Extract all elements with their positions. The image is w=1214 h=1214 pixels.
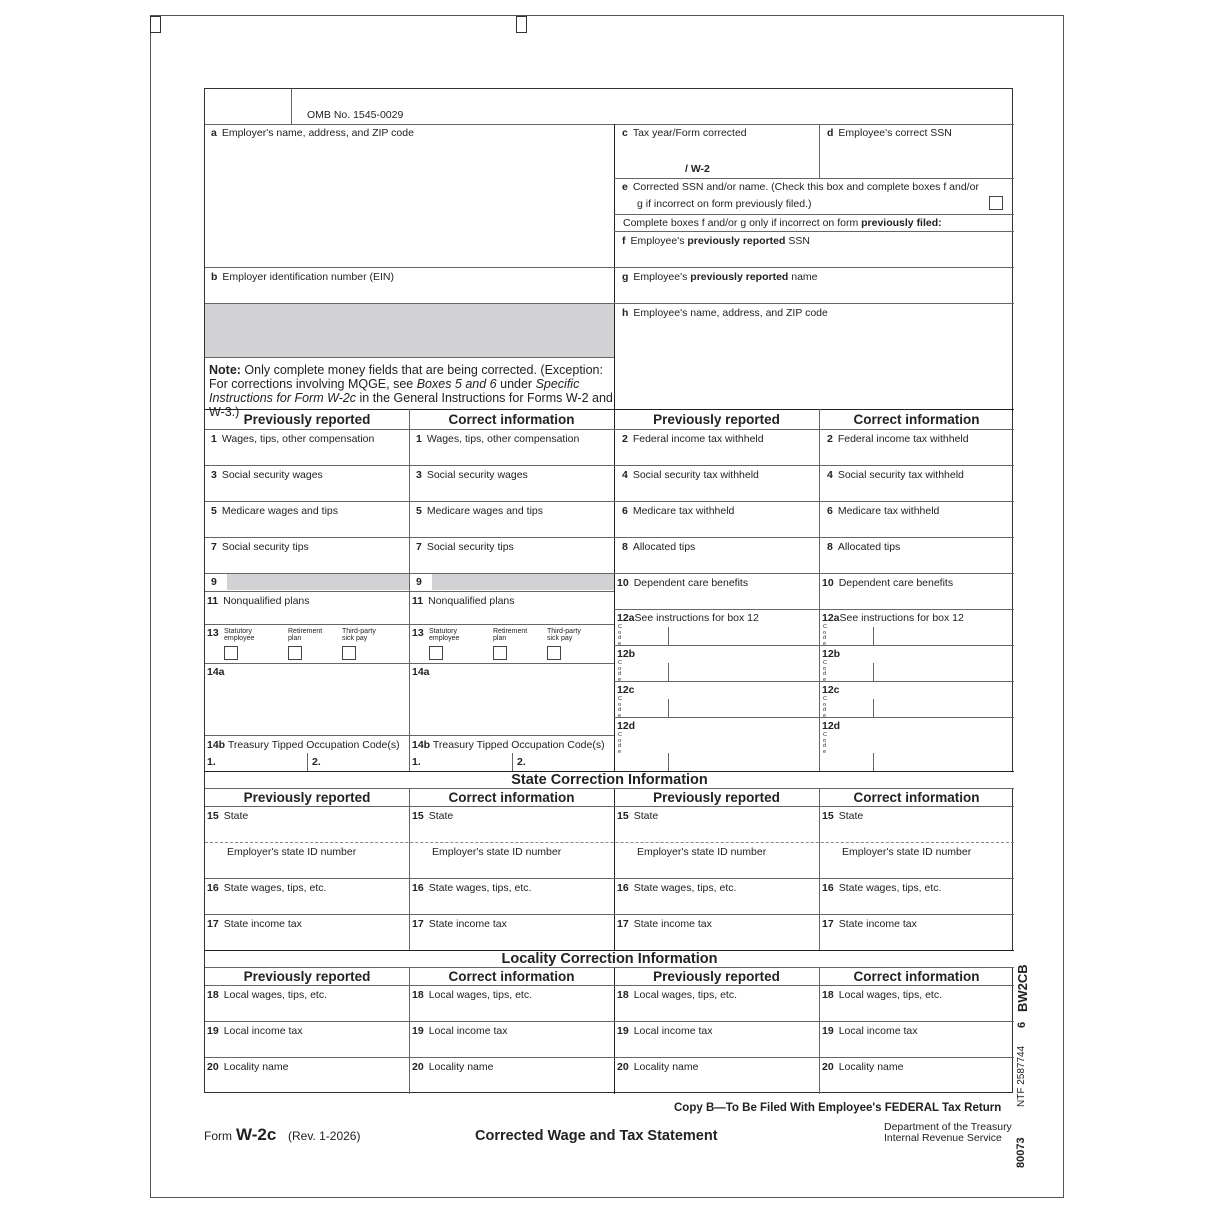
box-18-prev-2: 18 Local wages, tips, etc. — [617, 989, 737, 1001]
code-12a-correct: Code — [823, 624, 827, 647]
box-2-prev: 2 Federal income tax withheld — [622, 433, 764, 445]
note-text: Note: Only complete money fields that are being corrected. (Exception: For corrections involving MQGE, see Boxes 5 and 6 under Specific Instructions for Form W-2c in the General Instructions for Forms W-2 and W-3.) — [209, 363, 613, 419]
state-id-correct-1: Employer's state ID number — [432, 846, 562, 858]
thirdparty-checkbox-prev[interactable] — [342, 646, 356, 660]
box-e-label-2: g if incorrect on form previously filed.) — [637, 198, 812, 210]
box-19-correct-1: 19 Local income tax — [412, 1025, 508, 1037]
state-id-correct-2: Employer's state ID number — [842, 846, 972, 858]
box-15-prev-2: 15 State — [617, 810, 659, 822]
box-20-correct-1: 20 Locality name — [412, 1061, 494, 1073]
state-section-title: State Correction Information — [205, 772, 1014, 788]
omb-number: OMB No. 1545-0029 — [307, 109, 404, 121]
box-14b-prev: 14b Treasury Tipped Occupation Code(s) — [207, 739, 400, 751]
box-19-correct-2: 19 Local income tax — [822, 1025, 918, 1037]
box-15-correct-1: 15 State — [412, 810, 454, 822]
previous-ssn-field[interactable] — [615, 245, 1014, 267]
code-12b-prev: Code — [618, 660, 622, 683]
retirement-label-prev: Retirement plan — [288, 628, 323, 642]
box-19-prev-1: 19 Local income tax — [207, 1025, 303, 1037]
box-17-correct-2: 17 State income tax — [822, 918, 917, 930]
box-16-correct-1: 16 State wages, tips, etc. — [412, 882, 532, 894]
box-12a-correct: 12aSee instructions for box 12 — [822, 612, 964, 624]
box-1-prev: 1 Wages, tips, other compensation — [211, 433, 375, 445]
state-header-prev-1: Previously reported — [243, 790, 371, 805]
box-8-prev: 8 Allocated tips — [622, 541, 696, 553]
box-5-correct: 5 Medicare wages and tips — [416, 505, 543, 517]
locality-header-correct-2: Correct information — [853, 969, 980, 984]
form-word: Form — [204, 1129, 232, 1143]
box-12b-correct: 12b — [822, 648, 841, 660]
box-d-label: d Employee's correct SSN — [827, 127, 952, 139]
correct-ssn-field[interactable] — [820, 137, 1014, 177]
state-id-prev-1: Employer's state ID number — [227, 846, 357, 858]
box-9-correct: 9 — [416, 576, 422, 588]
state-header-correct-1: Correct information — [448, 790, 575, 805]
box-3-prev: 3 Social security wages — [211, 469, 323, 481]
box-15-correct-2: 15 State — [822, 810, 864, 822]
box-4-prev: 4 Social security tax withheld — [622, 469, 759, 481]
box-13-prev: 13 — [207, 627, 219, 639]
box-12b-prev: 12b — [617, 648, 636, 660]
box-7-prev: 7 Social security tips — [211, 541, 309, 553]
employer-ein-field[interactable] — [205, 281, 614, 303]
employer-name-field[interactable] — [205, 137, 614, 267]
header-correct-2: Correct information — [853, 412, 980, 427]
form-corrected-w2: / W-2 — [685, 163, 710, 175]
employee-address-field[interactable] — [615, 317, 1014, 409]
corrected-ssn-checkbox[interactable] — [989, 196, 1003, 210]
thirdparty-label-prev: Third-party sick pay — [342, 628, 376, 642]
box-20-prev-2: 20 Locality name — [617, 1061, 699, 1073]
box-17-prev-1: 17 State income tax — [207, 918, 302, 930]
locality-header-prev-1: Previously reported — [243, 969, 371, 984]
box-11-correct: 11 Nonqualified plans — [412, 595, 515, 607]
box-14b-two-prev: 2. — [312, 756, 321, 768]
box-9-prev: 9 — [211, 576, 217, 588]
state-header-correct-2: Correct information — [853, 790, 980, 805]
statutory-checkbox-prev[interactable] — [224, 646, 238, 660]
box-c-label: c Tax year/Form corrected — [622, 127, 747, 139]
department-line-1: Department of the Treasury — [884, 1121, 1012, 1133]
box-10-prev: 10 Dependent care benefits — [617, 577, 749, 589]
form-revision: (Rev. 1-2026) — [288, 1129, 361, 1143]
box-18-correct-1: 18 Local wages, tips, etc. — [412, 989, 532, 1001]
ntf-number: NTF 2587744 — [1016, 1045, 1027, 1107]
department-line-2: Internal Revenue Service — [884, 1132, 1002, 1144]
box-12d-prev: 12d — [617, 720, 636, 732]
box-12a-prev: 12aSee instructions for box 12 — [617, 612, 759, 624]
state-header-prev-2: Previously reported — [653, 790, 780, 805]
box-10-correct: 10 Dependent care benefits — [822, 577, 954, 589]
box-17-prev-2: 17 State income tax — [617, 918, 712, 930]
box-16-prev-2: 16 State wages, tips, etc. — [617, 882, 737, 894]
box-9-shade-prev — [227, 574, 409, 590]
box-14b-two-correct: 2. — [517, 756, 526, 768]
box-12c-correct: 12c — [822, 684, 840, 696]
copy-b-label: Copy B—To Be Filed With Employee's FEDERAL Tax Return — [674, 1102, 1002, 1114]
box-18-correct-2: 18 Local wages, tips, etc. — [822, 989, 942, 1001]
box-17-correct-1: 17 State income tax — [412, 918, 507, 930]
locality-header-prev-2: Previously reported — [653, 969, 780, 984]
code-12c-prev: Code — [618, 696, 622, 719]
shaded-area — [205, 304, 614, 357]
code-12d-correct: Code — [823, 732, 827, 755]
statutory-label-prev: Statutory employee — [224, 628, 255, 642]
code-12a-prev: Code — [618, 624, 622, 647]
retirement-checkbox-correct[interactable] — [493, 646, 507, 660]
statutory-label-correct: Statutory employee — [429, 628, 460, 642]
box-3-correct: 3 Social security wages — [416, 469, 528, 481]
box-8-correct: 8 Allocated tips — [827, 541, 901, 553]
header-prev-1: Previously reported — [243, 412, 371, 427]
w2c-form — [204, 88, 1013, 1093]
form-code-bw2cb: BW2CB — [1015, 964, 1030, 1012]
box-5-prev: 5 Medicare wages and tips — [211, 505, 338, 517]
box-12d-correct: 12d — [822, 720, 841, 732]
complete-fg-note: Complete boxes f and/or g only if incorrect on form previously filed: — [623, 217, 942, 229]
box-h-label: h Employee's name, address, and ZIP code — [622, 307, 828, 319]
box-9-shade-correct — [432, 574, 614, 590]
box-6-correct: 6 Medicare tax withheld — [827, 505, 940, 517]
box-12c-prev: 12c — [617, 684, 635, 696]
box-13-correct: 13 — [412, 627, 424, 639]
registration-mark-center — [516, 16, 527, 33]
locality-section-title: Locality Correction Information — [205, 951, 1014, 967]
box-16-prev-1: 16 State wages, tips, etc. — [207, 882, 327, 894]
tax-year-field[interactable] — [615, 137, 819, 177]
box-e-label: e Corrected SSN and/or name. (Check this box and complete boxes f and/or — [622, 181, 979, 193]
header-prev-2: Previously reported — [653, 412, 780, 427]
box-14a-prev: 14a — [207, 666, 225, 678]
side-number-6: 6 — [1016, 1021, 1028, 1028]
form-title: Corrected Wage and Tax Statement — [475, 1128, 718, 1144]
box-16-correct-2: 16 State wages, tips, etc. — [822, 882, 942, 894]
box-15-prev-1: 15 State — [207, 810, 249, 822]
box-7-correct: 7 Social security tips — [416, 541, 514, 553]
box-14b-correct: 14b Treasury Tipped Occupation Code(s) — [412, 739, 605, 751]
box-14a-correct: 14a — [412, 666, 430, 678]
catalog-number: 80073 — [1015, 1137, 1027, 1168]
registration-mark-left — [150, 16, 161, 33]
box-14b-one-correct: 1. — [412, 756, 421, 768]
box-20-prev-1: 20 Locality name — [207, 1061, 289, 1073]
box-f-label: f Employee's previously reported SSN — [622, 235, 810, 247]
code-12d-prev: Code — [618, 732, 622, 755]
state-id-prev-2: Employer's state ID number — [637, 846, 767, 858]
code-12b-correct: Code — [823, 660, 827, 683]
thirdparty-label-correct: Third-party sick pay — [547, 628, 581, 642]
header-correct-1: Correct information — [448, 412, 575, 427]
box-g-label: g Employee's previously reported name — [622, 271, 818, 283]
box-a-label: a Employer's name, address, and ZIP code — [211, 127, 414, 139]
form-name: W-2c — [236, 1125, 277, 1144]
box-6-prev: 6 Medicare tax withheld — [622, 505, 735, 517]
retirement-label-correct: Retirement plan — [493, 628, 528, 642]
box-2-correct: 2 Federal income tax withheld — [827, 433, 969, 445]
thirdparty-checkbox-correct[interactable] — [547, 646, 561, 660]
box-11-prev: 11 Nonqualified plans — [207, 595, 310, 607]
locality-header-correct-1: Correct information — [448, 969, 575, 984]
retirement-checkbox-prev[interactable] — [288, 646, 302, 660]
box-14b-one-prev: 1. — [207, 756, 216, 768]
box-b-label: b Employer identification number (EIN) — [211, 271, 394, 283]
box-18-prev-1: 18 Local wages, tips, etc. — [207, 989, 327, 1001]
statutory-checkbox-correct[interactable] — [429, 646, 443, 660]
box-1-correct: 1 Wages, tips, other compensation — [416, 433, 580, 445]
box-19-prev-2: 19 Local income tax — [617, 1025, 713, 1037]
code-12c-correct: Code — [823, 696, 827, 719]
box-20-correct-2: 20 Locality name — [822, 1061, 904, 1073]
box-4-correct: 4 Social security tax withheld — [827, 469, 964, 481]
previous-name-field[interactable] — [615, 281, 1014, 303]
